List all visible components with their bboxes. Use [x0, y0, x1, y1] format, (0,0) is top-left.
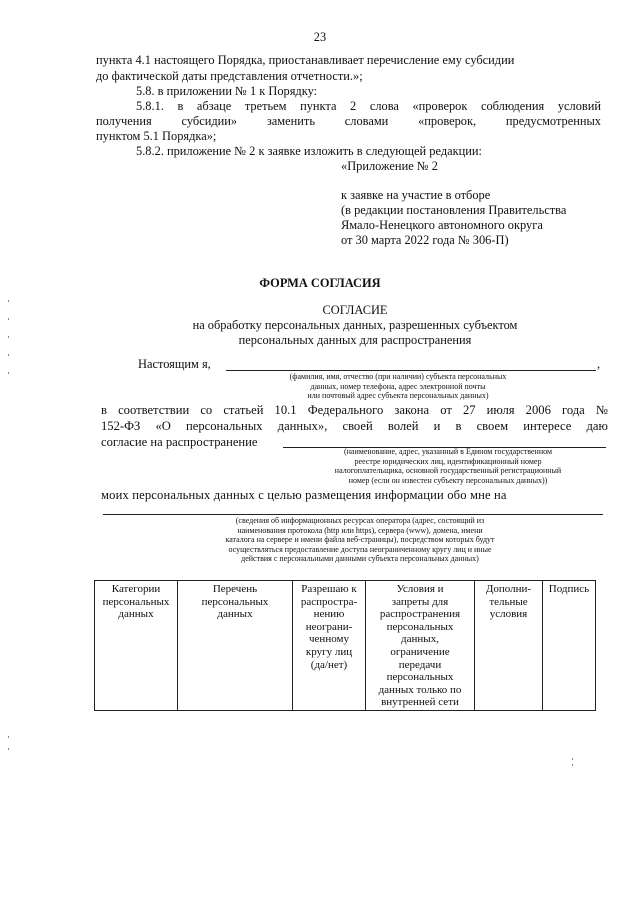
cell-line: распростра-: [300, 595, 358, 608]
word: своей: [342, 419, 373, 433]
word: и: [433, 419, 441, 433]
table-header-cell: [366, 581, 475, 711]
cell-line: ченному: [309, 633, 349, 646]
word: персональных: [186, 419, 263, 433]
cell-line: Условия и: [396, 583, 444, 595]
cell-line: внутренней сети: [381, 696, 459, 709]
note-line: (фамилия, имя, отчество (при наличии) субъекта персональных: [289, 372, 507, 381]
appendix-line: к заявке на участие в отборе: [341, 188, 491, 202]
word: №: [595, 403, 608, 417]
appendix-title: «Приложение № 2: [341, 159, 438, 173]
cell-line: неограни-: [305, 620, 353, 633]
scan-speck: [8, 300, 9, 302]
cell-line: данных: [118, 608, 154, 621]
word: даю: [586, 419, 608, 433]
word: июля: [486, 403, 515, 417]
paragraph-line: моих персональных данных с целью размещения информации обо мне на: [101, 488, 507, 502]
cell-line: персональных: [102, 595, 170, 608]
note-line: номер (если он известен субъекту персональных данных)): [348, 475, 548, 485]
cell-line: Категории: [111, 583, 161, 595]
scan-speck: [8, 372, 9, 374]
cell-line: условия: [489, 608, 528, 621]
cell-line: передачи: [398, 658, 442, 671]
field-note: [160, 516, 560, 564]
cell-line: распространения: [379, 608, 461, 621]
word: статьей: [223, 403, 264, 417]
appendix-line: от 30 марта 2022 года № 306-П): [341, 233, 509, 247]
name-field-line: [226, 370, 596, 371]
cell-line: персональных: [201, 595, 269, 608]
appendix-line: (в редакции постановления Правительства: [341, 203, 567, 217]
scan-speck: [8, 736, 9, 738]
consent-heading: СОГЛАСИЕ: [322, 303, 388, 317]
paragraph-line: пункта 4.1 настоящего Порядка, приостанавливает перечисление ему субсидии: [96, 53, 515, 67]
word: слова: [369, 99, 399, 113]
word: «проверок,: [418, 114, 477, 128]
note-line: реестре юридических лиц, идентификационный номер: [354, 456, 542, 466]
i-am-label: Настоящим я,: [138, 357, 211, 371]
word: соблюдения: [480, 99, 545, 113]
cell-line: данных только по: [378, 683, 462, 696]
paragraph-line: 5.8. в приложении № 1 к Порядку:: [136, 84, 318, 98]
word: от: [440, 403, 452, 417]
scan-speck: [8, 748, 9, 750]
paragraph-line: 5.8.2. приложение № 2 к заявке изложить в следующей редакции:: [136, 144, 482, 158]
word: «О: [155, 419, 171, 433]
cell-line: Подпись: [548, 583, 590, 595]
cell-line: Разрешаю к: [301, 583, 357, 595]
word: «проверок: [412, 99, 468, 113]
table-header-cell: [95, 581, 178, 711]
scan-speck: [572, 764, 573, 766]
word: словами: [344, 114, 389, 128]
page-number: 23: [313, 30, 327, 44]
note-line: или почтовый адрес субъекта персональных данных): [307, 391, 489, 400]
paragraph-line: согласие на распространение: [101, 435, 258, 449]
word: данных»,: [277, 419, 328, 433]
justified-line: [101, 419, 608, 434]
table-header-cell: [475, 581, 543, 711]
comma: ,: [597, 357, 601, 371]
cell-line: персональных: [386, 671, 454, 684]
consent-table: [94, 580, 596, 711]
note-line: (наименование, адрес, указанный в Едином государственном: [343, 447, 553, 456]
form-title: ФОРМА СОГЛАСИЯ: [259, 276, 381, 290]
word: 5.8.1.: [136, 99, 164, 113]
table-header-cell: [178, 581, 293, 711]
word: заменить: [266, 114, 315, 128]
scan-speck: [8, 336, 9, 338]
word: в: [177, 99, 184, 113]
justified-line: [101, 403, 608, 418]
word: со: [200, 403, 213, 417]
word: получения: [96, 114, 152, 128]
word: условий: [557, 99, 601, 113]
word: в: [455, 419, 462, 433]
consent-subheading: на обработку персональных данных, разрешенных субъектом: [192, 318, 518, 332]
word: в: [101, 403, 107, 417]
word: субсидии»: [181, 114, 238, 128]
justified-line: [96, 114, 601, 129]
note-line: каталога на сервере и имени файла веб-страницы), посредством которых будут: [225, 535, 495, 544]
cell-line: тельные: [489, 595, 528, 608]
cell-line: ограничение: [390, 645, 450, 658]
paragraph-line: до фактической даты представления отчетности.»;: [96, 69, 363, 83]
word: интересе: [523, 419, 572, 433]
word: 10.1: [274, 403, 297, 417]
note-line: наименования протокола (http или https), сервера (www), домена, имени: [237, 525, 483, 535]
word: 152-ФЗ: [101, 419, 141, 433]
word: 2006: [525, 403, 551, 417]
cell-line: Дополни-: [485, 583, 532, 595]
field-note: [283, 447, 613, 485]
word: абзаце: [196, 99, 232, 113]
word: предусмотренных: [505, 114, 601, 128]
word: Федерального: [307, 403, 384, 417]
justified-line: [136, 99, 601, 114]
cell-line: нению: [313, 608, 345, 621]
table-header-row: [95, 581, 596, 711]
word: года: [561, 403, 585, 417]
word: пункта: [300, 99, 337, 113]
word: третьем: [244, 99, 287, 113]
note-line: осуществляться предоставление доступа неограниченному кругу лиц и иные: [228, 544, 492, 554]
table-header-cell: [293, 581, 366, 711]
word: соответствии: [118, 403, 190, 417]
paragraph-line: пунктом 5.1 Порядка»;: [96, 129, 217, 143]
cell-line: Перечень: [212, 583, 258, 595]
note-line: (сведения об информационных ресурсах оператора (адрес, состоящий из: [235, 516, 485, 525]
word: 2: [350, 99, 357, 113]
consent-subheading: персональных данных для распространения: [238, 333, 472, 347]
note-line: действия с персональными данными субъекта персональных данных): [241, 554, 479, 563]
cell-line: кругу лиц: [305, 645, 353, 658]
field-note: [268, 372, 528, 401]
scan-speck: [8, 318, 9, 320]
table-header-cell: [543, 581, 596, 711]
cell-line: запреты для: [391, 595, 449, 608]
cell-line: данных: [217, 608, 253, 621]
cell-line: персональных: [386, 620, 454, 633]
scan-speck: [8, 354, 9, 356]
word: 27: [462, 403, 476, 417]
scan-speck: [572, 758, 573, 760]
resource-field-line: [103, 514, 603, 515]
note-line: налогоплательщика, основной государственный регистрационный: [334, 466, 562, 475]
cell-line: данных,: [401, 633, 439, 646]
word: своем: [476, 419, 509, 433]
cell-line: (да/нет): [310, 658, 348, 671]
word: закона: [394, 403, 430, 417]
note-line: данных, номер телефона, адрес электронной почты: [310, 381, 486, 391]
appendix-line: Ямало-Ненецкого автономного округа: [341, 218, 543, 232]
word: волей: [387, 419, 419, 433]
